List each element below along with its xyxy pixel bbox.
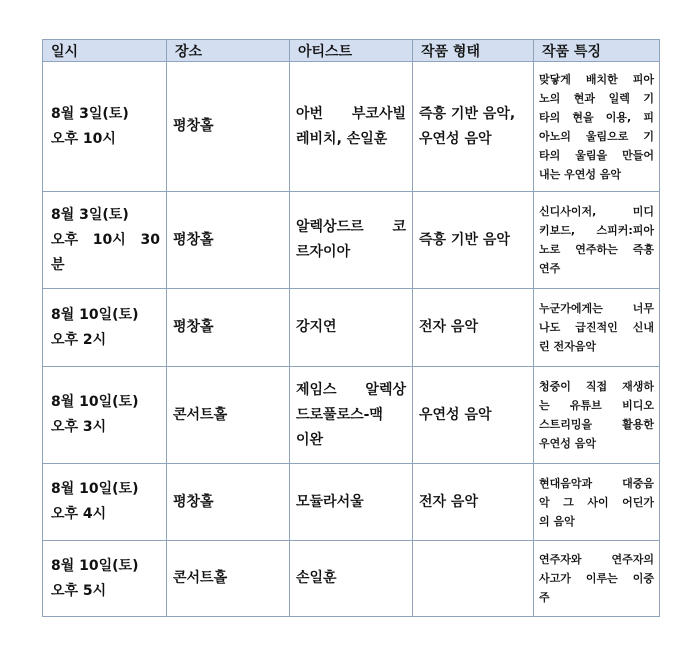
date-cell xyxy=(43,192,167,289)
artist-cell xyxy=(290,62,413,192)
feature-line: 누군가에게는 너무 xyxy=(539,302,654,315)
schedule-table xyxy=(42,39,660,617)
feature-cell xyxy=(534,464,660,541)
header-row xyxy=(43,40,660,62)
place-cell: 콘서트홀 xyxy=(167,367,290,464)
artist-line: 드로풀로스-맥 xyxy=(296,406,383,423)
form-cell xyxy=(413,192,534,289)
date-line: 8월 10일(토) xyxy=(51,557,139,574)
date-cell xyxy=(43,289,167,367)
artist-cell xyxy=(290,464,413,541)
feature-cell xyxy=(534,62,660,192)
header-feature: 작품 특징 xyxy=(534,40,660,62)
feature-line: 주 xyxy=(539,591,550,604)
feature-line: 내는 우연성 음악 xyxy=(539,167,622,181)
table-row xyxy=(43,62,660,192)
feature-line: 키보드, 스피커:피아 xyxy=(539,224,654,237)
feature-line: 린 전자음악 xyxy=(539,340,596,353)
header-date: 일시 xyxy=(43,40,167,62)
form-line: 우연성 음악 xyxy=(419,130,492,147)
time-line: 오후 2시 xyxy=(51,331,107,348)
table-row xyxy=(43,541,660,617)
feature-line: 신디사이저, 미디 xyxy=(539,205,654,218)
feature-line: 현대음악과 대중음 xyxy=(539,476,654,490)
table-row xyxy=(43,367,660,464)
date-line: 8월 3일(토) xyxy=(51,105,129,122)
feature-cell xyxy=(534,367,660,464)
date-line: 8월 3일(토) xyxy=(51,206,129,223)
place-cell: 콘서트홀 xyxy=(167,541,290,617)
place-cell: 평창홀 xyxy=(167,289,290,367)
form-line: 전자 음악 xyxy=(419,319,478,335)
feature-line: 노의 현과 일렉 기 xyxy=(539,91,654,105)
feature-line: 청중이 직접 재생하 xyxy=(539,380,654,393)
date-cell xyxy=(43,367,167,464)
date-line: 8월 10일(토) xyxy=(51,306,139,323)
feature-line: 우연성 음악 xyxy=(539,437,596,450)
form-line: 전자 음악 xyxy=(419,493,478,510)
feature-cell xyxy=(534,541,660,617)
header-place: 장소 xyxy=(167,40,290,62)
artist-line: 강지연 xyxy=(296,319,337,335)
form-cell xyxy=(413,464,534,541)
time-line: 오후 5시 xyxy=(51,582,107,599)
table-row xyxy=(43,289,660,367)
feature-line: 악 그 사이 어딘가 xyxy=(539,495,654,509)
artist-line: 손일훈 xyxy=(296,570,337,586)
time-line: 오후 4시 xyxy=(51,506,107,522)
time-line: 오후 10시 30 xyxy=(51,231,160,248)
feature-line: 맞닿게 배치한 피아 xyxy=(539,72,654,86)
form-line: 우연성 음악 xyxy=(419,406,492,423)
date-line: 8월 10일(토) xyxy=(51,394,139,410)
feature-line: 의 음악 xyxy=(539,514,575,528)
feature-line: 는 유튜브 비디오 xyxy=(539,399,654,412)
time-line: 오후 3시 xyxy=(51,419,107,435)
feature-line: 아노의 울림으로 기 xyxy=(539,129,654,143)
feature-cell xyxy=(534,192,660,289)
place-cell: 평창홀 xyxy=(167,464,290,541)
date-cell xyxy=(43,62,167,192)
feature-line: 타의 울림을 만들어 xyxy=(539,148,654,162)
form-cell xyxy=(413,62,534,192)
time-line: 오후 10시 xyxy=(51,130,116,147)
feature-line: 사고가 이루는 이중 xyxy=(539,572,654,585)
artist-line: 레비치, 손일훈 xyxy=(296,130,388,147)
artist-line: 제임스 알렉상 xyxy=(296,381,406,398)
feature-line: 스트리밍을 활용한 xyxy=(539,418,654,431)
time-line: 분 xyxy=(51,256,65,273)
feature-cell xyxy=(534,289,660,367)
table-row xyxy=(43,192,660,289)
artist-line: 알렉상드르 코 xyxy=(296,219,406,235)
table-row xyxy=(43,464,660,541)
artist-cell xyxy=(290,541,413,617)
place-cell: 평창홀 xyxy=(167,192,290,289)
artist-line: 르자이아 xyxy=(296,244,351,260)
form-line: 즉흥 기반 음악 xyxy=(419,231,510,248)
form-cell xyxy=(413,289,534,367)
feature-line: 나도 급진적인 신내 xyxy=(539,321,654,334)
form-cell xyxy=(413,367,534,464)
header-form: 작품 형태 xyxy=(413,40,534,62)
artist-cell xyxy=(290,192,413,289)
feature-line: 노로 연주하는 즉흥 xyxy=(539,243,654,256)
artist-line: 이완 xyxy=(296,431,324,448)
artist-cell xyxy=(290,289,413,367)
date-line: 8월 10일(토) xyxy=(51,481,139,497)
artist-line: 모듈라서울 xyxy=(296,493,364,510)
form-line: 즉흥 기반 음악, xyxy=(419,105,516,122)
date-cell xyxy=(43,541,167,617)
feature-line: 연주자와 연주자의 xyxy=(539,553,654,566)
artist-cell xyxy=(290,367,413,464)
form-cell xyxy=(413,541,534,617)
feature-line: 타의 현을 이용, 피 xyxy=(539,110,654,124)
feature-line: 연주 xyxy=(539,262,561,275)
place-cell: 평창홀 xyxy=(167,62,290,192)
header-artist: 아티스트 xyxy=(290,40,413,62)
date-cell xyxy=(43,464,167,541)
artist-line: 아번 부코사빌 xyxy=(296,105,406,122)
